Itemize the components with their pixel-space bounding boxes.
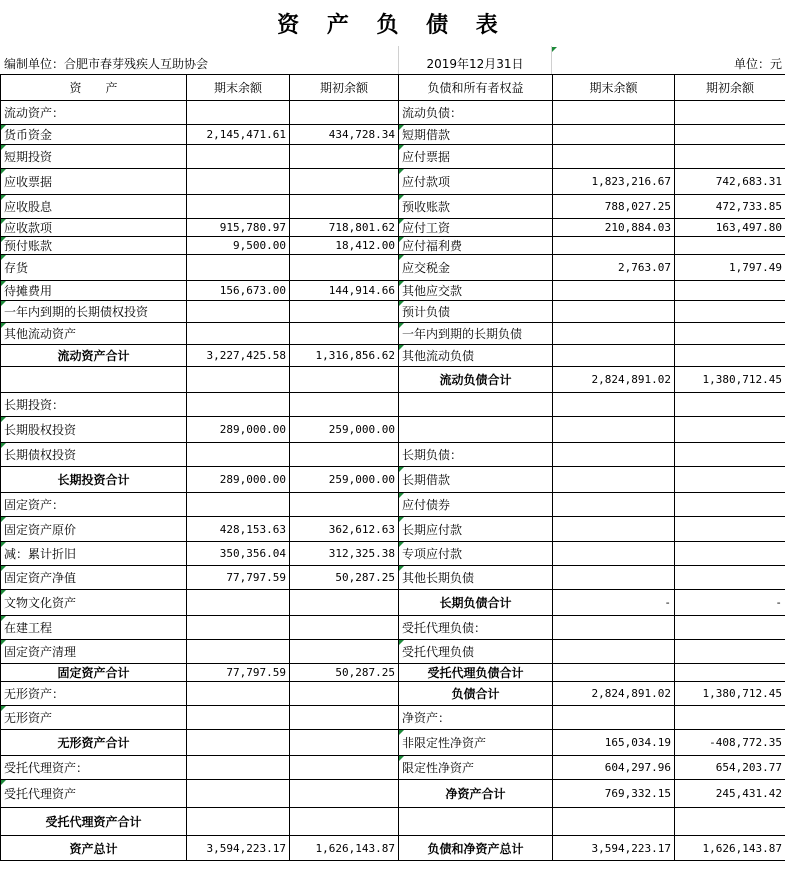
asset-begin-value[interactable] (290, 169, 399, 195)
asset-end-value[interactable] (187, 640, 290, 664)
asset-end-value[interactable] (187, 590, 290, 616)
liability-begin-value[interactable] (675, 706, 785, 730)
liability-end-value[interactable] (553, 493, 675, 517)
liability-end-value[interactable]: 1,823,216.67 (553, 169, 675, 195)
asset-begin-value[interactable] (290, 145, 399, 169)
liability-end-value[interactable] (553, 393, 675, 417)
report-date: 2019年12月31日 (398, 46, 552, 74)
table-row (1, 566, 785, 590)
liability-label[interactable] (399, 393, 553, 417)
asset-label[interactable]: 长期投资： (1, 393, 187, 417)
liability-begin-value[interactable] (675, 640, 785, 664)
asset-label[interactable]: 应收股息 (1, 195, 187, 219)
liability-end-value[interactable] (553, 542, 675, 566)
table-row (1, 125, 785, 145)
table-row (1, 706, 785, 730)
asset-begin-value[interactable] (290, 682, 399, 706)
asset-begin-value[interactable] (290, 808, 399, 836)
asset-end-value[interactable]: 2,145,471.61 (187, 125, 290, 145)
header-assets[interactable]: 资 产 (1, 75, 187, 101)
liability-end-value[interactable]: 769,332.15 (553, 780, 675, 808)
liability-label[interactable]: 应付款项 (399, 169, 553, 195)
liability-label[interactable]: 其他流动负债 (399, 345, 553, 367)
asset-end-value[interactable] (187, 443, 290, 467)
asset-label[interactable]: 固定资产清理 (1, 640, 187, 664)
asset-end-value[interactable]: 9,500.00 (187, 237, 290, 255)
asset-label[interactable] (1, 367, 187, 393)
asset-begin-value[interactable] (290, 493, 399, 517)
asset-begin-value[interactable] (290, 590, 399, 616)
asset-label[interactable]: 无形资产： (1, 682, 187, 706)
liability-begin-value[interactable] (675, 417, 785, 443)
asset-label[interactable]: 无形资产 (1, 706, 187, 730)
asset-label[interactable]: 固定资产净值 (1, 566, 187, 590)
table-row (1, 219, 785, 237)
liability-end-value[interactable] (553, 237, 675, 255)
asset-label[interactable]: 固定资产合计 (1, 664, 187, 682)
liability-begin-value[interactable] (675, 517, 785, 542)
asset-begin-value[interactable] (290, 301, 399, 323)
liability-end-value[interactable]: 2,763.07 (553, 255, 675, 281)
liability-end-value[interactable] (553, 345, 675, 367)
liability-label[interactable]: 净资产合计 (399, 780, 553, 808)
asset-begin-value[interactable] (290, 730, 399, 756)
asset-begin-value[interactable]: 50,287.25 (290, 664, 399, 682)
header-assets-begin[interactable]: 期初余额 (290, 75, 399, 101)
asset-end-value[interactable] (187, 255, 290, 281)
table-row (1, 836, 785, 861)
asset-end-value[interactable] (187, 393, 290, 417)
header-liab-end[interactable]: 期末余额 (553, 75, 675, 101)
liability-begin-value[interactable] (675, 664, 785, 682)
liability-end-value[interactable] (553, 664, 675, 682)
asset-begin-value[interactable]: 434,728.34 (290, 125, 399, 145)
balance-table (0, 74, 785, 861)
asset-end-value[interactable] (187, 169, 290, 195)
asset-end-value[interactable]: 77,797.59 (187, 664, 290, 682)
asset-label[interactable]: 其他流动资产 (1, 323, 187, 345)
table-row (1, 467, 785, 493)
liability-end-value[interactable] (553, 281, 675, 301)
table-row (1, 808, 785, 836)
liability-end-value[interactable]: - (553, 590, 675, 616)
liability-label[interactable]: 长期负债合计 (399, 590, 553, 616)
liability-begin-value[interactable]: 472,733.85 (675, 195, 785, 219)
liability-begin-value[interactable] (675, 323, 785, 345)
liability-label[interactable]: 受托代理负债 (399, 640, 553, 664)
liability-label[interactable]: 负债和净资产总计 (399, 836, 553, 861)
table-row (1, 542, 785, 566)
table-header-row (1, 75, 785, 101)
liability-begin-value[interactable] (675, 301, 785, 323)
asset-label[interactable]: 应收款项 (1, 219, 187, 237)
asset-begin-value[interactable]: 312,325.38 (290, 542, 399, 566)
liability-begin-value[interactable] (675, 145, 785, 169)
liability-label[interactable]: 长期负债： (399, 443, 553, 467)
liability-begin-value[interactable]: 742,683.31 (675, 169, 785, 195)
liability-label[interactable]: 预计负债 (399, 301, 553, 323)
liability-end-value[interactable] (553, 145, 675, 169)
liability-end-value[interactable] (553, 640, 675, 664)
liability-label[interactable]: 应付票据 (399, 145, 553, 169)
asset-begin-value[interactable] (290, 706, 399, 730)
liability-label[interactable] (399, 808, 553, 836)
table-row (1, 640, 785, 664)
liability-begin-value[interactable]: 245,431.42 (675, 780, 785, 808)
asset-begin-value[interactable]: 18,412.00 (290, 237, 399, 255)
asset-label[interactable]: 货币资金 (1, 125, 187, 145)
asset-label[interactable]: 无形资产合计 (1, 730, 187, 756)
cell-marker-icon (552, 47, 557, 52)
asset-end-value[interactable]: 3,227,425.58 (187, 345, 290, 367)
liability-end-value[interactable] (553, 706, 675, 730)
table-row (1, 145, 785, 169)
asset-begin-value[interactable] (290, 367, 399, 393)
asset-end-value[interactable] (187, 682, 290, 706)
liability-begin-value[interactable]: 1,380,712.45 (675, 367, 785, 393)
table-row (1, 393, 785, 417)
liability-label[interactable]: 受托代理负债： (399, 616, 553, 640)
liability-end-value[interactable]: 2,824,891.02 (553, 682, 675, 706)
liability-begin-value[interactable] (675, 808, 785, 836)
asset-end-value[interactable]: 350,356.04 (187, 542, 290, 566)
liability-end-value[interactable] (553, 417, 675, 443)
asset-label[interactable]: 流动资产： (1, 101, 187, 125)
liability-end-value[interactable]: 788,027.25 (553, 195, 675, 219)
liability-begin-value[interactable]: 1,626,143.87 (675, 836, 785, 861)
asset-begin-value[interactable] (290, 616, 399, 640)
liability-end-value[interactable] (553, 517, 675, 542)
liability-end-value[interactable] (553, 808, 675, 836)
asset-end-value[interactable]: 77,797.59 (187, 566, 290, 590)
asset-end-value[interactable] (187, 616, 290, 640)
liability-label[interactable]: 预收账款 (399, 195, 553, 219)
liability-begin-value[interactable] (675, 443, 785, 467)
liability-begin-value[interactable] (675, 467, 785, 493)
asset-begin-value[interactable]: 259,000.00 (290, 467, 399, 493)
liability-end-value[interactable]: 210,884.03 (553, 219, 675, 237)
asset-label[interactable]: 长期债权投资 (1, 443, 187, 467)
liability-label[interactable]: 短期借款 (399, 125, 553, 145)
asset-end-value[interactable] (187, 808, 290, 836)
liability-begin-value[interactable]: 163,497.80 (675, 219, 785, 237)
liability-begin-value[interactable] (675, 281, 785, 301)
liability-label[interactable] (399, 417, 553, 443)
table-row (1, 517, 785, 542)
table-row (1, 493, 785, 517)
liability-end-value[interactable] (553, 101, 675, 125)
liability-label[interactable]: 限定性净资产 (399, 756, 553, 780)
asset-label[interactable]: 资产总计 (1, 836, 187, 861)
table-row (1, 756, 785, 780)
asset-label[interactable]: 减：累计折旧 (1, 542, 187, 566)
asset-label[interactable]: 短期投资 (1, 145, 187, 169)
asset-end-value[interactable] (187, 756, 290, 780)
asset-label[interactable]: 受托代理资产 (1, 780, 187, 808)
table-body (1, 101, 785, 861)
liability-label[interactable]: 一年内到期的长期负债 (399, 323, 553, 345)
asset-end-value[interactable] (187, 493, 290, 517)
currency-unit: 单位：元 (733, 57, 782, 71)
asset-end-value[interactable]: 156,673.00 (187, 281, 290, 301)
liability-begin-value[interactable] (675, 566, 785, 590)
liability-end-value[interactable] (553, 467, 675, 493)
asset-label[interactable]: 一年内到期的长期债权投资 (1, 301, 187, 323)
asset-end-value[interactable] (187, 780, 290, 808)
liability-label[interactable]: 受托代理负债合计 (399, 664, 553, 682)
asset-begin-value[interactable]: 259,000.00 (290, 417, 399, 443)
liability-end-value[interactable] (553, 125, 675, 145)
asset-begin-value[interactable]: 50,287.25 (290, 566, 399, 590)
liability-begin-value[interactable]: 1,797.49 (675, 255, 785, 281)
asset-label[interactable]: 受托代理资产合计 (1, 808, 187, 836)
asset-begin-value[interactable] (290, 780, 399, 808)
asset-label[interactable]: 在建工程 (1, 616, 187, 640)
asset-begin-value[interactable] (290, 443, 399, 467)
table-row (1, 345, 785, 367)
liability-label[interactable]: 专项应付款 (399, 542, 553, 566)
asset-end-value[interactable] (187, 145, 290, 169)
liability-end-value[interactable]: 165,034.19 (553, 730, 675, 756)
liability-end-value[interactable] (553, 616, 675, 640)
asset-begin-value[interactable]: 1,316,856.62 (290, 345, 399, 367)
liability-begin-value[interactable]: -408,772.35 (675, 730, 785, 756)
asset-label[interactable]: 预付账款 (1, 237, 187, 255)
liability-end-value[interactable]: 2,824,891.02 (553, 367, 675, 393)
liability-label[interactable]: 应付工资 (399, 219, 553, 237)
liability-label[interactable]: 其他应交款 (399, 281, 553, 301)
table-row (1, 323, 785, 345)
asset-label[interactable]: 长期股权投资 (1, 417, 187, 443)
table-row (1, 367, 785, 393)
liability-label[interactable]: 应付债券 (399, 493, 553, 517)
liability-begin-value[interactable] (675, 616, 785, 640)
liability-label[interactable]: 净资产： (399, 706, 553, 730)
liability-begin-value[interactable] (675, 101, 785, 125)
table-row (1, 255, 785, 281)
liability-begin-value[interactable]: 654,203.77 (675, 756, 785, 780)
table-row (1, 443, 785, 467)
liability-end-value[interactable] (553, 443, 675, 467)
liability-begin-value[interactable] (675, 393, 785, 417)
asset-begin-value[interactable] (290, 323, 399, 345)
asset-label[interactable]: 长期投资合计 (1, 467, 187, 493)
asset-begin-value[interactable] (290, 393, 399, 417)
table-row (1, 195, 785, 219)
asset-label[interactable]: 待摊费用 (1, 281, 187, 301)
table-row (1, 682, 785, 706)
liability-label[interactable]: 长期应付款 (399, 517, 553, 542)
asset-begin-value[interactable] (290, 195, 399, 219)
liability-begin-value[interactable] (675, 493, 785, 517)
asset-end-value[interactable] (187, 706, 290, 730)
asset-end-value[interactable]: 289,000.00 (187, 467, 290, 493)
header-liab-begin[interactable]: 期初余额 (675, 75, 785, 101)
asset-end-value[interactable] (187, 195, 290, 219)
table-row (1, 417, 785, 443)
liability-label[interactable]: 非限定性净资产 (399, 730, 553, 756)
asset-end-value[interactable] (187, 367, 290, 393)
liability-begin-value[interactable]: - (675, 590, 785, 616)
asset-begin-value[interactable] (290, 640, 399, 664)
liability-label[interactable]: 流动负债合计 (399, 367, 553, 393)
asset-end-value[interactable] (187, 323, 290, 345)
asset-begin-value[interactable] (290, 255, 399, 281)
asset-end-value[interactable] (187, 101, 290, 125)
asset-label[interactable]: 流动资产合计 (1, 345, 187, 367)
asset-begin-value[interactable]: 362,612.63 (290, 517, 399, 542)
table-row (1, 616, 785, 640)
liability-label[interactable]: 长期借款 (399, 467, 553, 493)
liability-begin-value[interactable] (675, 542, 785, 566)
table-row (1, 281, 785, 301)
liability-end-value[interactable]: 604,297.96 (553, 756, 675, 780)
asset-begin-value[interactable]: 718,801.62 (290, 219, 399, 237)
page-title: 资 产 负 债 表 (277, 11, 508, 38)
table-row (1, 237, 785, 255)
asset-begin-value[interactable]: 144,914.66 (290, 281, 399, 301)
header-assets-end[interactable]: 期末余额 (187, 75, 290, 101)
asset-label[interactable]: 文物文化资产 (1, 590, 187, 616)
asset-begin-value[interactable] (290, 101, 399, 125)
asset-end-value[interactable]: 289,000.00 (187, 417, 290, 443)
asset-label[interactable]: 受托代理资产： (1, 756, 187, 780)
asset-begin-value[interactable]: 1,626,143.87 (290, 836, 399, 861)
asset-label[interactable]: 固定资产原价 (1, 517, 187, 542)
asset-label[interactable]: 应收票据 (1, 169, 187, 195)
table-row (1, 664, 785, 682)
table-row (1, 101, 785, 125)
liability-end-value[interactable] (553, 323, 675, 345)
liability-label[interactable]: 应交税金 (399, 255, 553, 281)
asset-label[interactable]: 存货 (1, 255, 187, 281)
asset-end-value[interactable] (187, 301, 290, 323)
liability-label[interactable]: 应付福利费 (399, 237, 553, 255)
liability-label[interactable]: 其他长期负债 (399, 566, 553, 590)
liability-end-value[interactable] (553, 301, 675, 323)
table-row (1, 780, 785, 808)
org-name: 编制单位：合肥市春芽残疾人互助协会 (4, 57, 209, 71)
asset-end-value[interactable]: 915,780.97 (187, 219, 290, 237)
liability-begin-value[interactable] (675, 237, 785, 255)
asset-begin-value[interactable] (290, 756, 399, 780)
asset-end-value[interactable]: 3,594,223.17 (187, 836, 290, 861)
liability-label[interactable]: 负债合计 (399, 682, 553, 706)
liability-end-value[interactable] (553, 566, 675, 590)
liability-label[interactable]: 流动负债： (399, 101, 553, 125)
table-row (1, 301, 785, 323)
table-row (1, 730, 785, 756)
liability-begin-value[interactable]: 1,380,712.45 (675, 682, 785, 706)
liability-begin-value[interactable] (675, 345, 785, 367)
liability-begin-value[interactable] (675, 125, 785, 145)
asset-end-value[interactable] (187, 730, 290, 756)
asset-label[interactable]: 固定资产： (1, 493, 187, 517)
header-liabilities[interactable]: 负债和所有者权益 (399, 75, 553, 101)
table-row (1, 590, 785, 616)
asset-end-value[interactable]: 428,153.63 (187, 517, 290, 542)
table-row (1, 169, 785, 195)
liability-end-value[interactable]: 3,594,223.17 (553, 836, 675, 861)
